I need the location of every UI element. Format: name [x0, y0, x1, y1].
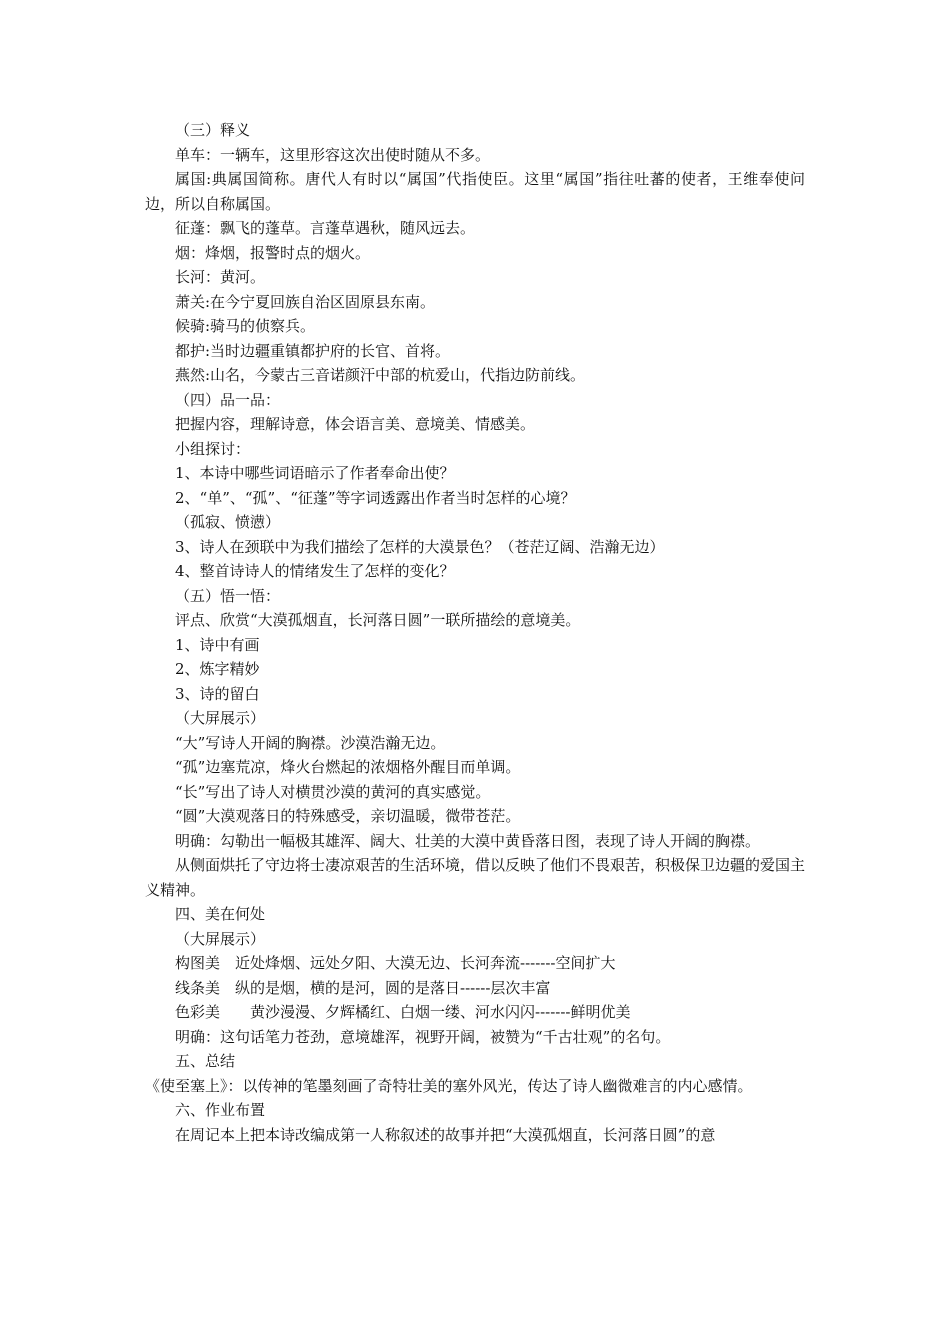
list-item: 2、炼字精妙: [175, 660, 260, 678]
text-line: 把握内容，理解诗意，体会语言美、意境美、情感美。: [175, 415, 536, 433]
list-item: 1、诗中有画: [175, 635, 260, 654]
text-paragraph: 从侧面烘托了守边将士凄凉艰苦的生活环境，借以反映了他们不畏艰苦，积极保卫边疆的爱国主义精神。: [145, 856, 806, 899]
text-line: （大屏展示）: [175, 709, 266, 727]
section-heading: 五、总结: [175, 1052, 236, 1070]
text-line: 在周记本上把本诗改编成第一人称叙述的故事并把“大漠孤烟直，长河落日圆”的意: [175, 1125, 716, 1144]
gloss-line: 征蓬：飘飞的蓬草。言蓬草遇秋，随风远去。: [175, 219, 476, 237]
gloss-line: 燕然:山名，今蒙古三音诺颜汗中部的杭爱山，代指边防前线。: [175, 366, 586, 384]
text-line: “大”写诗人开阔的胸襟。沙漠浩瀚无边。: [175, 733, 446, 752]
question-line: 2、“单”、“孤”、“征蓬”等字词透露出作者当时怎样的心境？: [175, 488, 576, 507]
gloss-line: 单车：一辆车，这里形容这次出使时随从不多。: [175, 145, 491, 164]
gloss-line: 都护:当时边疆重镇都护府的长官、首将。: [175, 341, 451, 360]
answer-line: （孤寂、愤懑）: [175, 513, 281, 531]
question-line: 3、诗人在颈联中为我们描绘了怎样的大漠景色？（苍茫辽阔、浩瀚无边）: [175, 537, 665, 556]
text-line: 明确：勾勒出一幅极其雄浑、阔大、壮美的大漠中黄昏落日图，表现了诗人开阔的胸襟。: [175, 831, 761, 850]
section-heading: （五）悟一悟：: [175, 586, 281, 605]
question-line: 4、整首诗诗人的情绪发生了怎样的变化？: [175, 562, 455, 580]
section-heading: （四）品一品：: [175, 390, 281, 409]
gloss-line: 候骑:骑马的侦察兵。: [175, 317, 316, 335]
gloss-line: 长河：黄河。: [175, 268, 266, 286]
question-line: 1、本诗中哪些词语暗示了作者奉命出使？: [175, 464, 455, 482]
section-heading: 四、美在何处: [175, 905, 266, 923]
text-line: 评点、欣赏“大漠孤烟直，长河落日圆”一联所描绘的意境美。: [175, 611, 581, 629]
text-line: 线条美 纵的是烟，横的是河，圆的是落日------层次丰富: [175, 978, 551, 997]
section-heading: （三）释义: [175, 121, 251, 139]
text-line: 明确：这句话笔力苍劲，意境雄浑，视野开阔，被赞为“千古壮观”的名句。: [175, 1027, 671, 1046]
text-paragraph: 《使至塞上》：以传神的笔墨刻画了奇特壮美的塞外风光，传达了诗人幽微难言的内心感情。: [145, 1076, 753, 1095]
text-line: “圆”大漠观落日的特殊感受，亲切温暖，微带苍茫。: [175, 807, 521, 825]
gloss-line: 萧关:在今宁夏回族自治区固原县东南。: [175, 292, 436, 311]
section-heading: 六、作业布置: [175, 1101, 266, 1119]
text-line: “孤”边塞荒凉，烽火台燃起的浓烟格外醒目而单调。: [175, 758, 521, 776]
text-line: （大屏展示）: [175, 929, 266, 948]
text-line: 色彩美 黄沙漫漫、夕辉橘红、白烟一缕、河水闪闪-------鲜明优美: [175, 1003, 631, 1021]
text-line: 构图美 近处烽烟、远处夕阳、大漠无边、长河奔流-------空间扩大: [175, 954, 616, 972]
gloss-paragraph: 属国:典属国简称。唐代人有时以“属国”代指使臣。这里“属国”指往吐蕃的使者，王维奉使问边，所以自称属国。: [145, 170, 805, 213]
text-line: “长”写出了诗人对横贯沙漠的黄河的真实感觉。: [175, 782, 491, 801]
gloss-line: 烟：烽烟，报警时点的烟火。: [175, 243, 371, 262]
document-page: [145, 118, 805, 1147]
text-line: 小组探讨：: [175, 439, 251, 458]
list-item: 3、诗的留白: [175, 684, 260, 703]
